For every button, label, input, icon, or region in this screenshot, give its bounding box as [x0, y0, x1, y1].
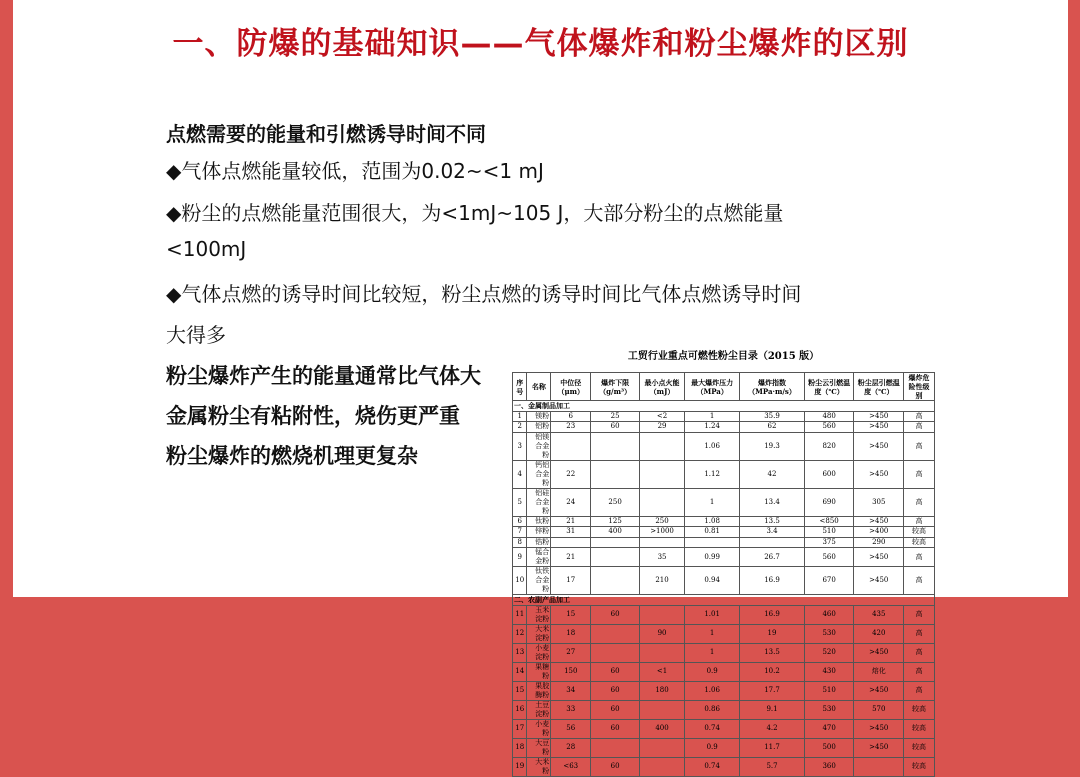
table-cell — [551, 537, 591, 548]
table-section-row — [513, 401, 935, 412]
table-cell: 560 — [804, 548, 854, 567]
table-cell: 高 — [904, 567, 935, 595]
table-cell: 高 — [904, 548, 935, 567]
table-cell: 13.4 — [740, 488, 805, 516]
table-section-label: 二、农副产品加工 — [513, 595, 935, 606]
table-cell: 18 — [551, 624, 591, 643]
table-row — [513, 527, 935, 538]
table-header-cell: 爆炸指数（MPa·m/s） — [740, 373, 805, 401]
table-cell: 400 — [591, 527, 640, 538]
table-cell: 28 — [551, 738, 591, 757]
table-cell: 大豆粉 — [527, 738, 551, 757]
table-cell: 较高 — [904, 719, 935, 738]
table-cell: 钛粉 — [527, 516, 551, 527]
table-cell — [640, 460, 685, 488]
table-cell: >400 — [854, 527, 904, 538]
table-cell: 果糖粉 — [527, 662, 551, 681]
table-cell: <1 — [640, 662, 685, 681]
table-cell: 钙铝合金粉 — [527, 460, 551, 488]
table-cell: 60 — [591, 700, 640, 719]
table-cell: 4 — [513, 460, 527, 488]
table-cell: 16.9 — [740, 605, 805, 624]
table-cell: 460 — [804, 605, 854, 624]
bullet-induction-time: ◆气体点燃的诱导时间比较短，粉尘点燃的诱导时间比气体点燃诱导时间 — [166, 282, 802, 306]
table-cell — [685, 537, 740, 548]
table-cell: 62 — [740, 422, 805, 433]
table-cell: 铝粉 — [527, 422, 551, 433]
table-cell: 13.5 — [740, 516, 805, 527]
table-cell: 11.7 — [740, 738, 805, 757]
table-cell: 1.12 — [685, 460, 740, 488]
table-cell — [591, 432, 640, 460]
table-cell: 23 — [551, 422, 591, 433]
table-cell: 13 — [513, 643, 527, 662]
table-cell: 1 — [513, 411, 527, 422]
table-cell: 60 — [591, 681, 640, 700]
table-cell: 大米粉 — [527, 757, 551, 776]
table-cell: 400 — [640, 719, 685, 738]
table-cell: 510 — [804, 527, 854, 538]
table-cell: 500 — [804, 738, 854, 757]
table-cell — [591, 460, 640, 488]
table-cell: 90 — [640, 624, 685, 643]
table-cell — [740, 537, 805, 548]
table-header-cell: 爆炸下限（g/m³） — [591, 373, 640, 401]
table-cell: 1 — [685, 411, 740, 422]
table-cell: 430 — [804, 662, 854, 681]
table-cell: 较高 — [904, 537, 935, 548]
table-cell — [640, 488, 685, 516]
table-cell: 12 — [513, 624, 527, 643]
table-cell: 17.7 — [740, 681, 805, 700]
table-cell: >450 — [854, 516, 904, 527]
table-section-row — [513, 595, 935, 606]
table-cell: 375 — [804, 537, 854, 548]
table-cell: 熔化 — [854, 662, 904, 681]
table-cell: >450 — [854, 411, 904, 422]
table-cell: 锌粉 — [527, 527, 551, 538]
table-cell: 土豆淀粉 — [527, 700, 551, 719]
table-cell — [591, 548, 640, 567]
table-cell: 19.3 — [740, 432, 805, 460]
table-cell: 高 — [904, 411, 935, 422]
table-cell — [591, 537, 640, 548]
table-cell: 60 — [591, 662, 640, 681]
table-cell: 较高 — [904, 738, 935, 757]
table-cell: 34 — [551, 681, 591, 700]
table-cell: 较高 — [904, 527, 935, 538]
table-cell: 高 — [904, 488, 935, 516]
table-cell: 高 — [904, 516, 935, 527]
table-cell: 高 — [904, 624, 935, 643]
table-cell — [640, 700, 685, 719]
table-cell: 250 — [591, 488, 640, 516]
table-cell: 较高 — [904, 700, 935, 719]
table-cell: 9.1 — [740, 700, 805, 719]
table-row — [513, 567, 935, 595]
table-cell: 530 — [804, 624, 854, 643]
table-cell: 210 — [640, 567, 685, 595]
table-cell: 150 — [551, 662, 591, 681]
table-cell: 锰合金粉 — [527, 548, 551, 567]
table-cell: 较高 — [904, 757, 935, 776]
table-cell: 1.06 — [685, 432, 740, 460]
table-cell: 6 — [513, 516, 527, 527]
table-cell: 镁粉 — [527, 411, 551, 422]
table-cell: 60 — [591, 422, 640, 433]
table-cell: 10.2 — [740, 662, 805, 681]
table-cell — [591, 624, 640, 643]
table-cell: 0.86 — [685, 700, 740, 719]
subheading: 点燃需要的能量和引燃诱导时间不同 — [166, 122, 486, 146]
table-cell: 9 — [513, 548, 527, 567]
table-cell — [591, 567, 640, 595]
table-cell: 高 — [904, 643, 935, 662]
point-metal-adhesion: 金属粉尘有粘附性，烧伤更严重 — [166, 404, 460, 428]
dust-catalog-image — [512, 343, 935, 775]
table-header-cell: 名称 — [527, 373, 551, 401]
point-energy: 粉尘爆炸产生的能量通常比气体大 — [166, 364, 481, 388]
table-cell: 31 — [551, 527, 591, 538]
table-cell: 钛铁合金粉 — [527, 567, 551, 595]
table-cell: >450 — [854, 460, 904, 488]
table-cell: 560 — [804, 422, 854, 433]
table-cell: 60 — [591, 719, 640, 738]
point-mechanism: 粉尘爆炸的燃烧机理更复杂 — [166, 444, 418, 468]
table-cell: 22 — [551, 460, 591, 488]
table-cell: 高 — [904, 605, 935, 624]
table-cell: 小麦粉 — [527, 719, 551, 738]
table-cell: 6 — [551, 411, 591, 422]
table-cell: 305 — [854, 488, 904, 516]
table-cell: 15 — [513, 681, 527, 700]
table-cell: 果胶酶粉 — [527, 681, 551, 700]
table-cell: 3.4 — [740, 527, 805, 538]
table-row — [513, 422, 935, 433]
table-cell: 2 — [513, 422, 527, 433]
table-cell: 1 — [685, 643, 740, 662]
table-cell: 0.74 — [685, 757, 740, 776]
table-cell — [640, 432, 685, 460]
table-header-cell: 粉尘层引燃温度（℃） — [854, 373, 904, 401]
table-cell: 33 — [551, 700, 591, 719]
table-cell: 470 — [804, 719, 854, 738]
table-cell: 1.24 — [685, 422, 740, 433]
table-row — [513, 757, 935, 776]
table-cell: 670 — [804, 567, 854, 595]
table-header-row — [513, 373, 935, 401]
table-cell: 7 — [513, 527, 527, 538]
table-cell: 360 — [804, 757, 854, 776]
table-cell: >450 — [854, 738, 904, 757]
table-cell: >450 — [854, 567, 904, 595]
table-cell — [591, 643, 640, 662]
table-row — [513, 681, 935, 700]
table-cell — [640, 537, 685, 548]
table-cell: 125 — [591, 516, 640, 527]
table-header-cell: 粉尘云引燃温度（℃） — [804, 373, 854, 401]
table-cell — [640, 757, 685, 776]
table-cell: <2 — [640, 411, 685, 422]
table-cell: 0.9 — [685, 738, 740, 757]
table-header-cell: 爆炸危险性级别 — [904, 373, 935, 401]
slide — [13, 0, 1068, 775]
table-cell: 21 — [551, 548, 591, 567]
table-row — [513, 643, 935, 662]
table-cell: 高 — [904, 422, 935, 433]
table-cell: 0.94 — [685, 567, 740, 595]
table-cell: 420 — [854, 624, 904, 643]
table-cell — [640, 738, 685, 757]
table-cell — [854, 757, 904, 776]
table-cell: 690 — [804, 488, 854, 516]
table-cell: 19 — [740, 624, 805, 643]
table-cell: 24 — [551, 488, 591, 516]
table-cell: 11 — [513, 605, 527, 624]
table-cell: 19 — [513, 757, 527, 776]
table-row — [513, 605, 935, 624]
table-cell: 27 — [551, 643, 591, 662]
table-row — [513, 488, 935, 516]
table-cell: 1.08 — [685, 516, 740, 527]
bullet-induction-time-cont: 大得多 — [166, 323, 226, 347]
table-cell: 35.9 — [740, 411, 805, 422]
table-cell: 56 — [551, 719, 591, 738]
table-cell: 60 — [591, 605, 640, 624]
table-cell: 250 — [640, 516, 685, 527]
table-cell: 0.74 — [685, 719, 740, 738]
table-cell: 435 — [854, 605, 904, 624]
table-row — [513, 411, 935, 422]
table-cell: >450 — [854, 643, 904, 662]
table-cell — [551, 432, 591, 460]
table-cell: 180 — [640, 681, 685, 700]
table-cell: 大米淀粉 — [527, 624, 551, 643]
table-cell: 42 — [740, 460, 805, 488]
table-row — [513, 700, 935, 719]
table-cell: 1 — [685, 624, 740, 643]
table-cell: <63 — [551, 757, 591, 776]
table-cell: 小麦淀粉 — [527, 643, 551, 662]
bullet-dust-ignition-energy-cont: <100mJ — [166, 237, 247, 261]
table-cell: 5.7 — [740, 757, 805, 776]
table-cell: 4.2 — [740, 719, 805, 738]
table-cell: 高 — [904, 662, 935, 681]
table-cell — [640, 643, 685, 662]
table-cell: 510 — [804, 681, 854, 700]
table-cell: 0.9 — [685, 662, 740, 681]
table-cell: 1.06 — [685, 681, 740, 700]
table-cell: 16 — [513, 700, 527, 719]
table-cell: 25 — [591, 411, 640, 422]
table-cell: 480 — [804, 411, 854, 422]
table-cell: >450 — [854, 719, 904, 738]
table-cell: 高 — [904, 432, 935, 460]
dust-table-title: 工贸行业重点可燃性粉尘目录（2015 版） — [627, 351, 820, 362]
table-cell: >450 — [854, 422, 904, 433]
table-row — [513, 719, 935, 738]
table-cell: 高 — [904, 681, 935, 700]
table-cell: 高 — [904, 460, 935, 488]
table-cell: 600 — [804, 460, 854, 488]
table-cell: 820 — [804, 432, 854, 460]
table-cell: 5 — [513, 488, 527, 516]
table-header-cell: 最大爆炸压力（MPa） — [685, 373, 740, 401]
table-cell: 26.7 — [740, 548, 805, 567]
table-cell — [591, 738, 640, 757]
table-cell: 锆粉 — [527, 537, 551, 548]
table-header-cell: 序号 — [513, 373, 527, 401]
dust-table — [512, 372, 935, 777]
table-cell: 铝镁合金粉 — [527, 432, 551, 460]
table-cell: 60 — [591, 757, 640, 776]
table-cell: 1.01 — [685, 605, 740, 624]
table-section-label: 一、金属制品加工 — [513, 401, 935, 412]
bullet-dust-ignition-energy: ◆粉尘的点燃能量范围很大，为<1mJ~105 J，大部分粉尘的点燃能量 — [166, 201, 784, 225]
table-row — [513, 537, 935, 548]
table-cell: 16.9 — [740, 567, 805, 595]
table-cell: 21 — [551, 516, 591, 527]
table-cell: 35 — [640, 548, 685, 567]
table-row — [513, 432, 935, 460]
table-row — [513, 460, 935, 488]
table-cell: 14 — [513, 662, 527, 681]
table-cell: >450 — [854, 432, 904, 460]
table-cell: 17 — [551, 567, 591, 595]
table-header-cell: 中位径（μm） — [551, 373, 591, 401]
table-cell: 1 — [685, 488, 740, 516]
table-cell: >1000 — [640, 527, 685, 538]
table-cell: 13.5 — [740, 643, 805, 662]
table-cell: >450 — [854, 548, 904, 567]
table-body — [513, 401, 935, 777]
slide-title: 一、防爆的基础知识——气体爆炸和粉尘爆炸的区别 — [172, 26, 909, 62]
table-cell: 铝硅合金粉 — [527, 488, 551, 516]
table-cell: 530 — [804, 700, 854, 719]
table-cell: 0.81 — [685, 527, 740, 538]
table-header-cell: 最小点火能（mJ） — [640, 373, 685, 401]
table-cell: 玉米淀粉 — [527, 605, 551, 624]
table-cell: 0.99 — [685, 548, 740, 567]
table-cell: 3 — [513, 432, 527, 460]
table-row — [513, 662, 935, 681]
table-cell — [640, 605, 685, 624]
table-cell: 17 — [513, 719, 527, 738]
table-cell: >450 — [854, 681, 904, 700]
table-cell: 15 — [551, 605, 591, 624]
table-cell: 570 — [854, 700, 904, 719]
table-row — [513, 624, 935, 643]
table-cell: 520 — [804, 643, 854, 662]
table-cell: <850 — [804, 516, 854, 527]
table-row — [513, 738, 935, 757]
table-cell: 18 — [513, 738, 527, 757]
table-cell: 290 — [854, 537, 904, 548]
bullet-gas-ignition-energy: ◆气体点燃能量较低，范围为0.02~<1 mJ — [166, 159, 544, 183]
table-cell: 10 — [513, 567, 527, 595]
table-row — [513, 548, 935, 567]
table-cell: 8 — [513, 537, 527, 548]
table-row — [513, 516, 935, 527]
table-cell: 29 — [640, 422, 685, 433]
